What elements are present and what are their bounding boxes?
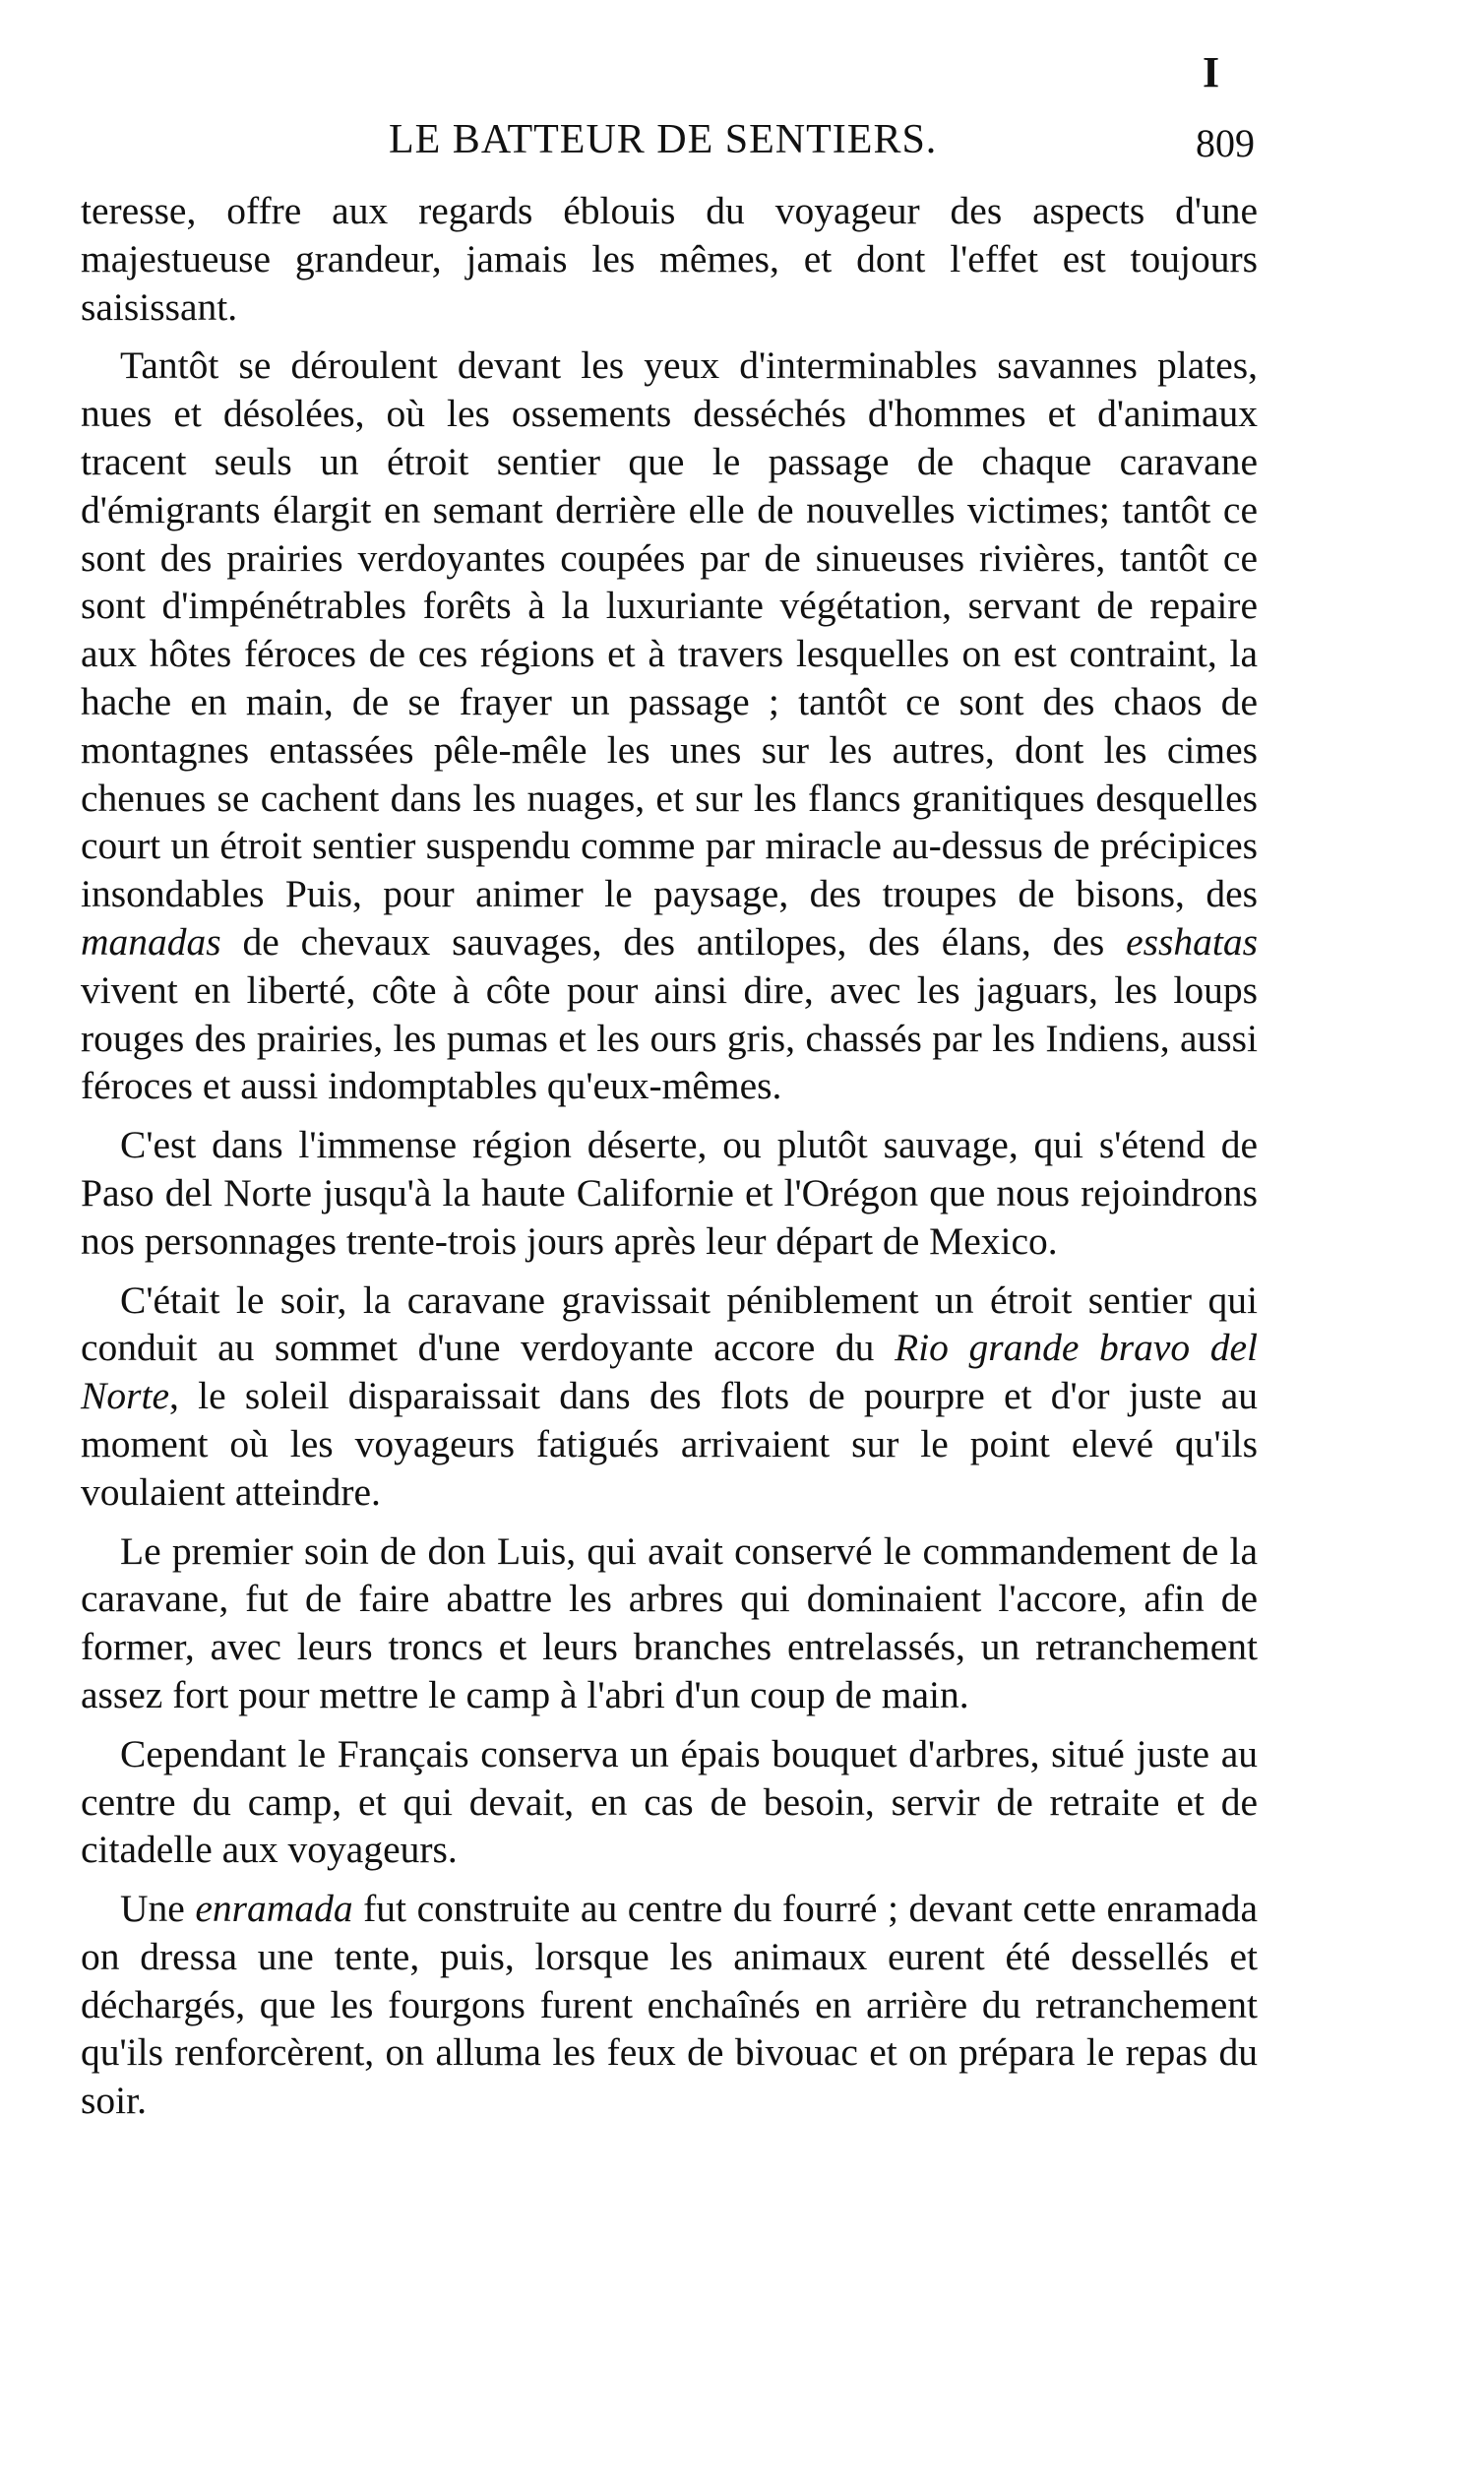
paragraph-evening bbox=[81, 1276, 1258, 1517]
italic-term-esshatas: esshatas bbox=[1126, 919, 1258, 964]
paragraph-landscape-description bbox=[81, 342, 1258, 1110]
paragraph-francais: Cependant le Français conserva un épais bouquet d'arbres, situé juste au centre du camp, et qui devait, en cas de besoin, servir de retraite et de citadelle aux voyageurs. bbox=[81, 1731, 1258, 1872]
italic-place-rio-grande: Rio grande bravo del Norte bbox=[81, 1326, 1258, 1418]
page-number: 809 bbox=[1196, 121, 1255, 165]
paragraph-enramada bbox=[81, 1885, 1258, 2125]
paragraph-continuation: teresse, offre aux regards éblouis du voyageur des aspects d'une majestueuse grandeur, jamais les mêmes, et dont l'effet est toujours saisissant. bbox=[81, 189, 1258, 329]
paragraph-text: des bbox=[1206, 872, 1258, 916]
paragraph-text: C'était le soir, la caravane gravissait péniblement un étroit sentier qui conduit au sommet d'une verdoyante accore du bbox=[81, 1277, 1258, 1370]
paragraph-text: Tantôt se déroulent devant les yeux d'interminables savannes plates, nues et désolées, où les ossements desséchés d'hommes et d'animaux tracent seuls un étroit sentier que le passage de chaque caravane d'émigrants élargit en semant derrière elle de nouvelles victimes; tantôt ce sont des prairies verdoyantes coupées par de sinueuses rivières, tantôt ce sont d'impénétrables forêts à la luxuriante végétation, servant de repaire aux hôtes féroces de ces régions et à travers lesquelles on est contraint, la hache en main, de se frayer un passage ; tantôt ce sont des chaos de montagnes entassées pêle-mêle les unes sur les autres, dont les cimes chenues se cachent dans les nuages, et sur les flancs granitiques desquelles court un étroit sentier suspendu comme par miracle au-dessus de précipices insondables Puis, pour animer le paysage, des troupes de bisons, bbox=[81, 343, 1258, 916]
italic-term-manadas: manadas bbox=[81, 919, 221, 964]
page-corner-mark: I bbox=[1203, 48, 1220, 96]
page-header bbox=[0, 110, 1484, 169]
paragraph-text: , le soleil disparaissait dans des flots de pourpre et d'or juste au moment où les voyageurs fatigués arrivaient sur le point elevé qu'ils voulaient atteindre. bbox=[81, 1374, 1258, 1514]
italic-term-enramada: enramada bbox=[195, 1887, 353, 1931]
paragraph-text: fut construite au centre du fourré ; devant cette enramada on dressa une tente, puis, lorsque les animaux eurent été dessellés et déchargés, que les fourgons furent enchaînés en arrière du retranchement qu'ils renforcèrent, on alluma les feux de bivouac et on prépara le repas du soir. bbox=[81, 1887, 1258, 2123]
paragraph-text: Une bbox=[120, 1887, 196, 1931]
body-text bbox=[81, 187, 1258, 2136]
running-title: LE BATTEUR DE SENTIERS. bbox=[389, 117, 938, 162]
paragraph-text: de chevaux sauvages, des antilopes, des élans, des bbox=[220, 919, 1127, 964]
paragraph-region: C'est dans l'immense région déserte, ou plutôt sauvage, qui s'étend de Paso del Norte jusqu'à la haute Californie et l'Orégon que nous rejoindrons nos personnages trente-trois jours après leur départ de Mexico. bbox=[81, 1123, 1258, 1263]
paragraph-don-luis: Le premier soin de don Luis, qui avait conservé le commandement de la caravane, fut de faire abattre les arbres qui dominaient l'accore, afin de former, avec leurs troncs et leurs branches entrelassés, un retranchement assez fort pour mettre le camp à l'abri d'un coup de main. bbox=[81, 1528, 1258, 1716]
paragraph-text: vivent en liberté, côte à côte pour ainsi dire, avec les jaguars, les loups rouges des prairies, les pumas et les ours gris, chassés par les Indiens, aussi féroces et aussi indomptables qu'eux-mêmes. bbox=[81, 967, 1258, 1108]
